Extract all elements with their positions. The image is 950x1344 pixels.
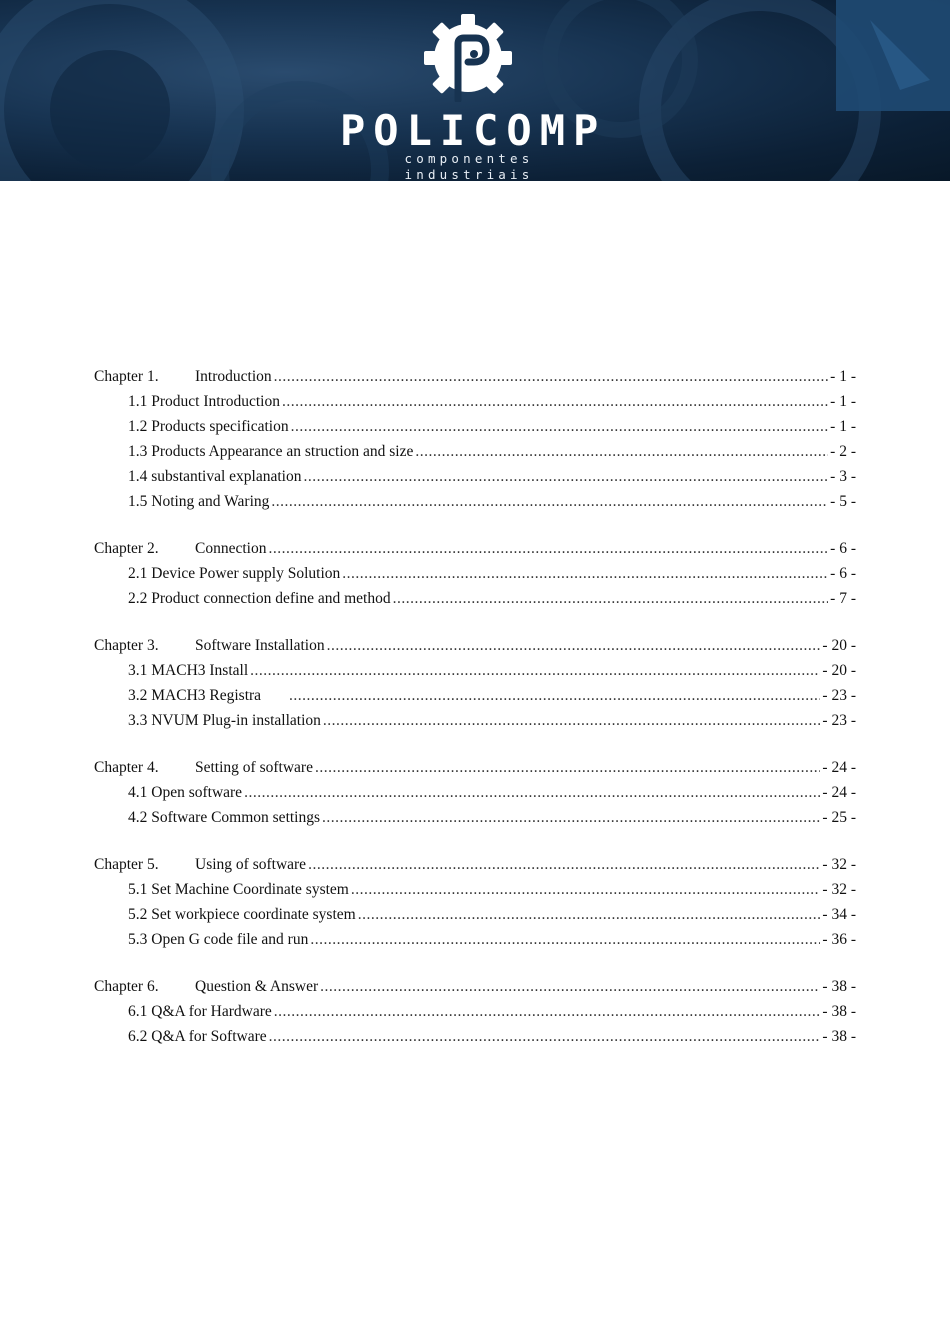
page-number: - 1 - bbox=[830, 368, 856, 385]
dot-leader bbox=[282, 389, 828, 414]
section-title: 3.3 NVUM Plug-in installation bbox=[128, 712, 321, 729]
section-title: 4.2 Software Common settings bbox=[128, 809, 321, 826]
dot-leader bbox=[315, 755, 820, 780]
chapter-title: Introduction bbox=[195, 368, 272, 385]
dot-leader bbox=[358, 902, 821, 927]
section-title: 1.2 Products specification bbox=[128, 418, 289, 435]
section-title: 1.4 substantival explanation bbox=[128, 468, 302, 485]
toc-chapter-6[interactable] bbox=[94, 974, 856, 999]
page-number: - 25 - bbox=[822, 809, 856, 826]
section-title: 6.2 Q&A for Software bbox=[128, 1028, 267, 1045]
chapter-number: Chapter 1. bbox=[94, 368, 159, 385]
section-title: 1.5 Noting and Waring bbox=[128, 493, 270, 510]
page-number: - 1 - bbox=[830, 393, 856, 410]
chapter-title: Using of software bbox=[195, 856, 307, 873]
section-title: 4.1 Open software bbox=[128, 784, 243, 801]
chapter-number: Chapter 2. bbox=[94, 540, 159, 557]
page-number: - 34 - bbox=[822, 906, 856, 923]
dot-leader bbox=[351, 877, 821, 902]
chapter-title: Software Installation bbox=[195, 637, 325, 654]
toc-section[interactable] bbox=[94, 586, 856, 611]
page-number: - 3 - bbox=[830, 468, 856, 485]
section-title: 3.1 MACH3 Install bbox=[128, 662, 249, 679]
page-number: - 38 - bbox=[822, 978, 856, 995]
toc-chapter-3[interactable] bbox=[94, 633, 856, 658]
toc-chapter-2[interactable] bbox=[94, 536, 856, 561]
dot-leader bbox=[244, 780, 820, 805]
dot-leader bbox=[274, 364, 829, 389]
toc-section[interactable] bbox=[94, 489, 856, 514]
brand-tagline: componentes industriais bbox=[404, 151, 534, 181]
dot-leader bbox=[320, 974, 820, 999]
page-number: - 23 - bbox=[822, 687, 856, 704]
section-title: 5.3 Open G code file and run bbox=[128, 931, 309, 948]
toc-chapter-4[interactable] bbox=[94, 755, 856, 780]
page-number: - 20 - bbox=[822, 662, 856, 679]
page-number: - 38 - bbox=[822, 1028, 856, 1045]
page-number: - 24 - bbox=[822, 759, 856, 776]
toc-section[interactable] bbox=[94, 805, 856, 830]
dot-leader bbox=[323, 708, 821, 733]
gear-p-icon bbox=[424, 14, 512, 102]
toc-section[interactable] bbox=[94, 708, 856, 733]
section-title: 5.1 Set Machine Coordinate system bbox=[128, 881, 349, 898]
page-number: - 32 - bbox=[822, 881, 856, 898]
page-number: - 2 - bbox=[830, 443, 856, 460]
section-title: 2.1 Device Power supply Solution bbox=[128, 565, 341, 582]
page-number: - 1 - bbox=[830, 418, 856, 435]
page-number: - 6 - bbox=[830, 540, 856, 557]
dot-leader bbox=[308, 852, 820, 877]
chapter-title: Setting of software bbox=[195, 759, 313, 776]
page-number: - 38 - bbox=[822, 1003, 856, 1020]
dot-leader bbox=[274, 999, 821, 1024]
page-number: - 20 - bbox=[822, 637, 856, 654]
dot-leader bbox=[415, 439, 828, 464]
dot-leader bbox=[271, 489, 828, 514]
toc-section[interactable] bbox=[94, 780, 856, 805]
chapter-title: Question & Answer bbox=[195, 978, 319, 995]
chapter-number: Chapter 3. bbox=[94, 637, 159, 654]
page-number: - 7 - bbox=[830, 590, 856, 607]
dot-leader bbox=[269, 1024, 821, 1049]
toc-section[interactable] bbox=[94, 902, 856, 927]
dot-leader bbox=[327, 633, 821, 658]
brand-name: POLICOMP bbox=[340, 106, 607, 155]
page-number: - 5 - bbox=[830, 493, 856, 510]
dot-leader bbox=[291, 414, 829, 439]
table-of-contents bbox=[94, 364, 856, 1049]
section-title: 1.3 Products Appearance an struction and size bbox=[128, 443, 414, 460]
toc-section[interactable] bbox=[94, 464, 856, 489]
section-title: 5.2 Set workpiece coordinate system bbox=[128, 906, 356, 923]
toc-section[interactable] bbox=[94, 683, 856, 708]
toc-section[interactable] bbox=[94, 927, 856, 952]
dot-leader bbox=[393, 586, 829, 611]
page-number: - 6 - bbox=[830, 565, 856, 582]
dot-leader bbox=[342, 561, 828, 586]
chapter-number: Chapter 4. bbox=[94, 759, 159, 776]
section-title: 3.2 MACH3 Registra bbox=[128, 687, 262, 704]
dot-leader bbox=[303, 464, 828, 489]
toc-section[interactable] bbox=[94, 658, 856, 683]
dot-leader bbox=[268, 536, 828, 561]
toc-chapter-1[interactable] bbox=[94, 364, 856, 389]
toc-section[interactable] bbox=[94, 999, 856, 1024]
toc-section[interactable] bbox=[94, 1024, 856, 1049]
chapter-title: Connection bbox=[195, 540, 267, 557]
toc-section[interactable] bbox=[94, 389, 856, 414]
dot-leader bbox=[322, 805, 820, 830]
toc-chapter-5[interactable] bbox=[94, 852, 856, 877]
section-title: 2.2 Product connection define and method bbox=[128, 590, 391, 607]
section-title: 6.1 Q&A for Hardware bbox=[128, 1003, 272, 1020]
dot-leader bbox=[289, 683, 820, 708]
page-number: - 23 - bbox=[822, 712, 856, 729]
toc-section[interactable] bbox=[94, 877, 856, 902]
page-number: - 24 - bbox=[822, 784, 856, 801]
chapter-number: Chapter 5. bbox=[94, 856, 159, 873]
toc-section[interactable] bbox=[94, 439, 856, 464]
chapter-number: Chapter 6. bbox=[94, 978, 159, 995]
toc-section[interactable] bbox=[94, 561, 856, 586]
header-banner bbox=[0, 0, 950, 181]
section-title: 1.1 Product Introduction bbox=[128, 393, 280, 410]
page-number: - 32 - bbox=[822, 856, 856, 873]
toc-section[interactable] bbox=[94, 414, 856, 439]
dot-leader bbox=[310, 927, 820, 952]
dot-leader bbox=[250, 658, 820, 683]
page-number: - 36 - bbox=[822, 931, 856, 948]
